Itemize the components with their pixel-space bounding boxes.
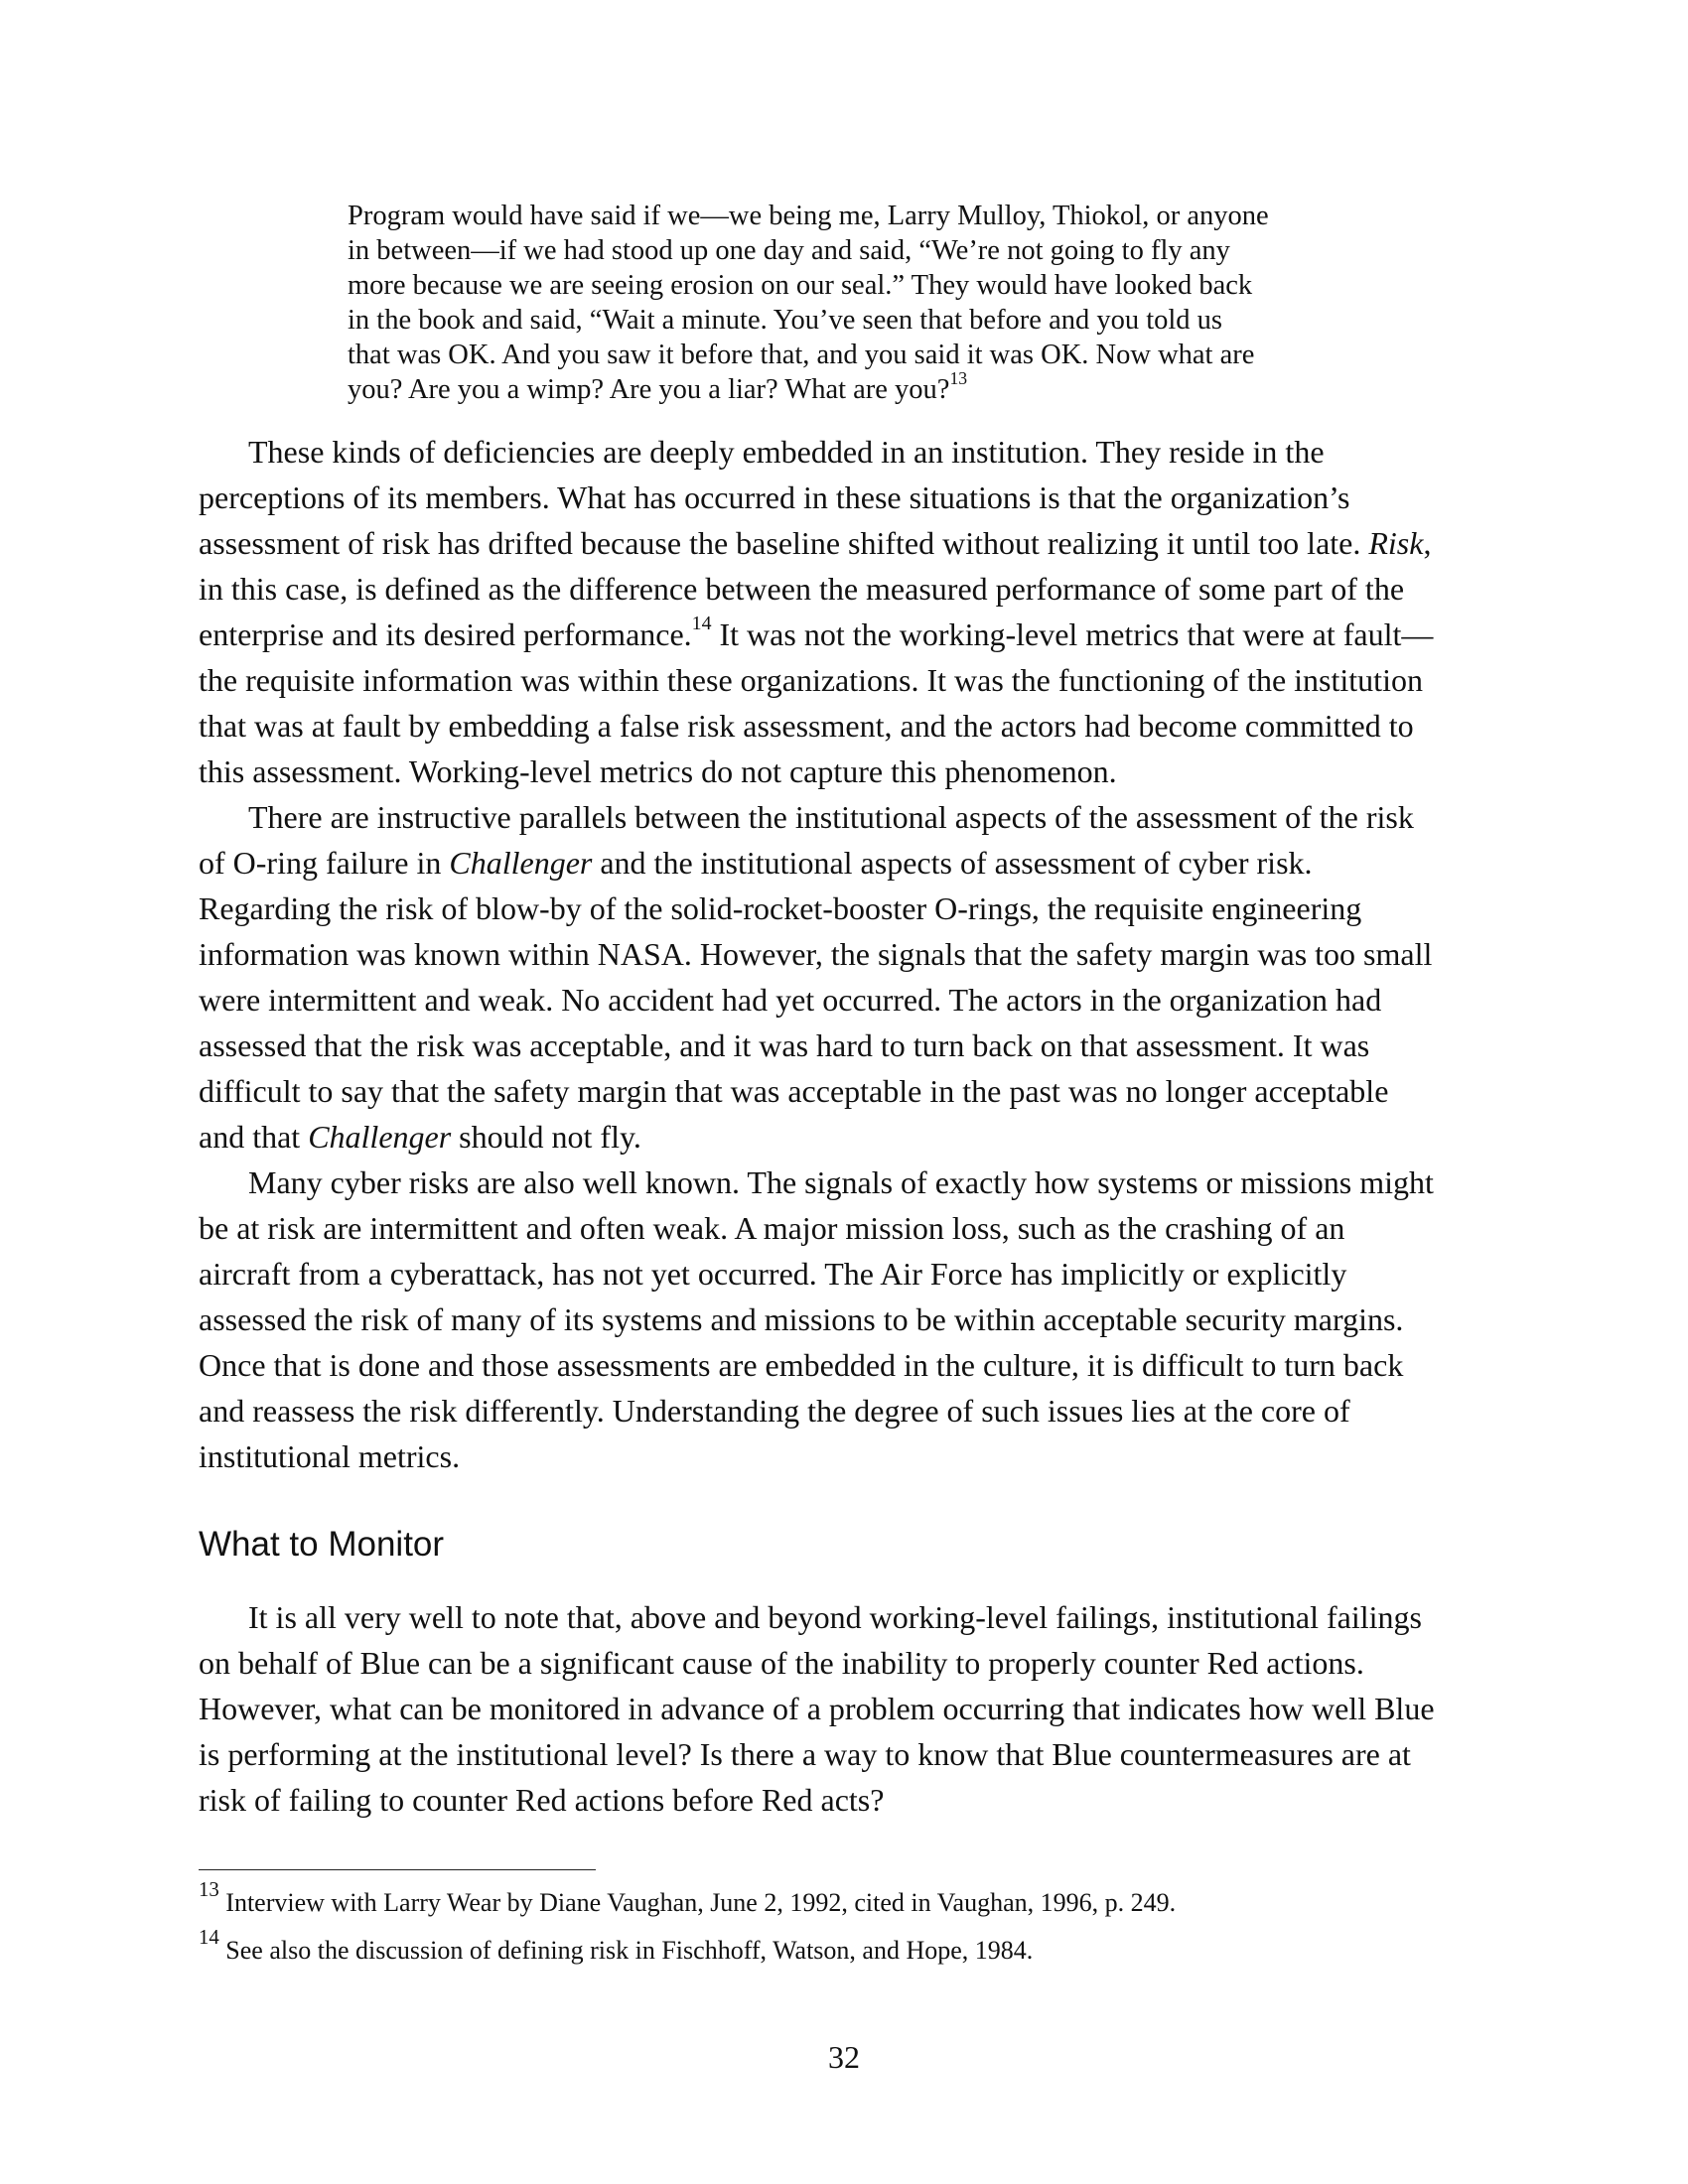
text-line: perceptions of its members. What has occurred in these situations is that the organization’s bbox=[199, 479, 1350, 515]
footnote-13 bbox=[199, 1878, 1489, 1920]
quote-text: you? Are you a wimp? Are you a liar? What are you? bbox=[348, 374, 950, 405]
quote-line: more because we are seeing erosion on our seal.” They would have looked back bbox=[348, 270, 1253, 301]
paragraph-what-to-monitor bbox=[199, 1594, 1499, 1823]
emphasis-risk: Risk bbox=[1368, 525, 1424, 561]
text-run: , bbox=[1423, 525, 1432, 561]
text-line: be at risk are intermittent and often weak. A major mission loss, such as the crashing of an bbox=[199, 1210, 1345, 1246]
footnote-ref-14[interactable]: 14 bbox=[691, 613, 712, 635]
text-line: information was known within NASA. However, the signals that the safety margin was too small bbox=[199, 936, 1433, 972]
text-line: institutional metrics. bbox=[199, 1438, 461, 1474]
text-line: Once that is done and those assessments are embedded in the culture, it is difficult to turn back bbox=[199, 1347, 1404, 1383]
footnote-ref-13[interactable]: 13 bbox=[949, 367, 968, 388]
footnote-text: See also the discussion of defining risk in Fischhoff, Watson, and Hope, 1984. bbox=[218, 1936, 1034, 1965]
text-line: There are instructive parallels between the institutional aspects of the assessment of the risk bbox=[248, 799, 1414, 835]
footnote-number: 13 bbox=[199, 1878, 219, 1902]
text-line: risk of failing to counter Red actions before Red acts? bbox=[199, 1782, 885, 1818]
footnote-number: 14 bbox=[199, 1926, 219, 1950]
text-run: and that bbox=[199, 1119, 309, 1155]
text-run: should not fly. bbox=[451, 1119, 641, 1155]
text-line: It is all very well to note that, above and beyond working-level failings, institutional failings bbox=[248, 1599, 1422, 1635]
text-run: of O-ring failure in bbox=[199, 845, 450, 881]
text-line: this assessment. Working-level metrics do not capture this phenomenon. bbox=[199, 753, 1117, 789]
text-line: Regarding the risk of blow-by of the solid-rocket-booster O-rings, the requisite engineering bbox=[199, 890, 1362, 926]
text-line: However, what can be monitored in advance of a problem occurring that indicates how well Blue bbox=[199, 1691, 1435, 1726]
text-line bbox=[199, 1114, 1499, 1160]
text-line bbox=[199, 612, 1499, 657]
text-line: were intermittent and weak. No accident had yet occurred. The actors in the organization had bbox=[199, 982, 1382, 1018]
text-line: aircraft from a cyberattack, has not yet occurred. The Air Force has implicitly or explicitly bbox=[199, 1256, 1347, 1292]
emphasis-challenger: Challenger bbox=[449, 845, 593, 881]
block-quote bbox=[348, 199, 1340, 407]
text-run: and the institutional aspects of assessment of cyber risk. bbox=[592, 845, 1313, 881]
emphasis-challenger: Challenger bbox=[308, 1119, 452, 1155]
text-line: assessed that the risk was acceptable, and it was hard to turn back on that assessment. It was bbox=[199, 1027, 1370, 1063]
page-number: 32 bbox=[828, 2039, 860, 2075]
text-line: assessed the risk of many of its systems and missions to be within acceptable security margins. bbox=[199, 1301, 1404, 1337]
footnote-divider bbox=[199, 1869, 596, 1870]
section-heading: What to Monitor bbox=[199, 1525, 445, 1564]
paragraph-cyber-risks bbox=[199, 1160, 1499, 1479]
text-line: Many cyber risks are also well known. The signals of exactly how systems or missions might bbox=[248, 1164, 1434, 1200]
text-line: is performing at the institutional level? Is there a way to know that Blue countermeasures are at bbox=[199, 1736, 1411, 1772]
text-line: These kinds of deficiencies are deeply embedded in an institution. They reside in the bbox=[248, 434, 1325, 470]
text-line: and reassess the risk differently. Understanding the degree of such issues lies at the core of bbox=[199, 1393, 1350, 1429]
text-run: It was not the working-level metrics that were at fault— bbox=[711, 616, 1434, 652]
footnote-text: Interview with Larry Wear by Diane Vaughan, June 2, 1992, cited in Vaughan, 1996, p. 249. bbox=[218, 1888, 1177, 1917]
text-line: in this case, is defined as the difference between the measured performance of some part of the bbox=[199, 571, 1405, 607]
quote-line: in between—if we had stood up one day and said, “We’re not going to fly any bbox=[348, 235, 1230, 266]
text-line: the requisite information was within these organizations. It was the functioning of the institution bbox=[199, 662, 1423, 698]
text-line: difficult to say that the safety margin that was acceptable in the past was no longer acceptable bbox=[199, 1073, 1389, 1109]
text-run: enterprise and its desired performance. bbox=[199, 616, 692, 652]
footnote-14 bbox=[199, 1926, 1489, 1968]
text-line bbox=[199, 520, 1499, 566]
quote-line: Program would have said if we—we being me, Larry Mulloy, Thiokol, or anyone bbox=[348, 201, 1269, 231]
quote-line: that was OK. And you saw it before that, and you said it was OK. Now what are bbox=[348, 340, 1255, 370]
text-run: assessment of risk has drifted because the baseline shifted without realizing it until too late. bbox=[199, 525, 1369, 561]
paragraph-deficiencies bbox=[199, 429, 1499, 794]
paragraph-parallels bbox=[199, 794, 1499, 1160]
quote-line: in the book and said, “Wait a minute. You’ve seen that before and you told us bbox=[348, 305, 1223, 336]
text-line: that was at fault by embedding a false risk assessment, and the actors had become committed to bbox=[199, 708, 1414, 744]
quote-line-last bbox=[348, 367, 1340, 407]
text-line bbox=[199, 840, 1499, 886]
text-line: on behalf of Blue can be a significant cause of the inability to properly counter Red actions. bbox=[199, 1645, 1364, 1681]
